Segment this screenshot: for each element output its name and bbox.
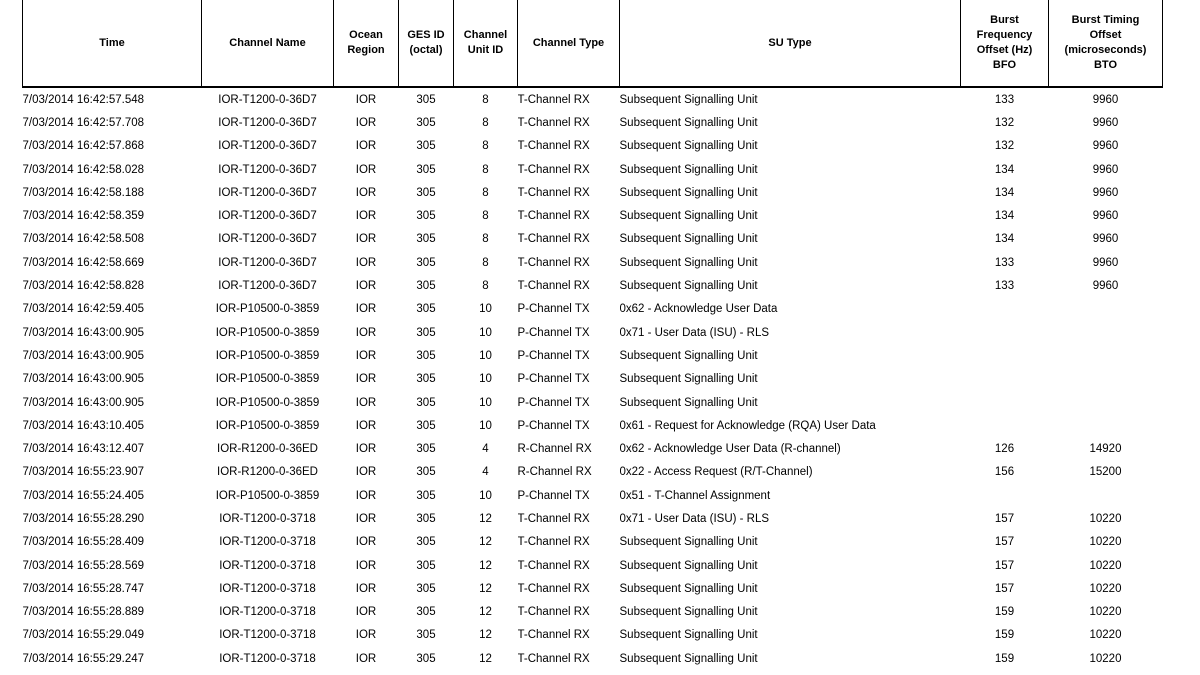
cell-ges-id: 305 bbox=[416, 489, 436, 502]
cell-ocean-region: IOR bbox=[355, 210, 377, 223]
cell-bfo bbox=[961, 344, 1049, 367]
table-row bbox=[23, 368, 1163, 391]
cell-channel-type: T-Channel RX bbox=[517, 186, 590, 199]
cell-bto: 10220 bbox=[1089, 559, 1122, 572]
cell-su-type: Subsequent Signalling Unit bbox=[619, 93, 758, 106]
cell-su-type: Subsequent Signalling Unit bbox=[619, 536, 758, 549]
table-row bbox=[23, 321, 1163, 344]
cell-ges-id: 305 bbox=[416, 93, 436, 106]
cell-channel-name: IOR-T1200-0-36D7 bbox=[218, 256, 317, 269]
cell-bfo: 134 bbox=[994, 210, 1015, 223]
header-time: Time bbox=[23, 0, 202, 87]
cell-ocean-region: IOR bbox=[355, 512, 377, 525]
cell-bfo: 132 bbox=[994, 140, 1015, 153]
cell-bfo: 159 bbox=[994, 652, 1015, 665]
cell-bto: 10220 bbox=[1089, 652, 1122, 665]
table-row bbox=[23, 554, 1163, 577]
cell-channel-type: T-Channel RX bbox=[517, 280, 590, 293]
cell-bfo bbox=[961, 321, 1049, 344]
cell-channel-unit-id: 10 bbox=[479, 489, 492, 502]
cell-channel-name: IOR-P10500-0-3859 bbox=[215, 373, 320, 386]
table-row bbox=[23, 484, 1163, 507]
cell-bfo: 133 bbox=[994, 93, 1015, 106]
table-row bbox=[23, 391, 1163, 414]
cell-bto bbox=[1049, 484, 1163, 507]
cell-channel-unit-id: 8 bbox=[482, 163, 489, 176]
table-row bbox=[23, 204, 1163, 227]
cell-ges-id: 305 bbox=[416, 629, 436, 642]
cell-ocean-region: IOR bbox=[355, 443, 377, 456]
cell-channel-name: IOR-P10500-0-3859 bbox=[215, 303, 320, 316]
cell-channel-type: R-Channel RX bbox=[517, 443, 592, 456]
cell-channel-name: IOR-T1200-0-36D7 bbox=[218, 210, 317, 223]
cell-su-type: Subsequent Signalling Unit bbox=[619, 396, 758, 409]
cell-channel-unit-id: 12 bbox=[479, 606, 492, 619]
cell-channel-name: IOR-T1200-0-36D7 bbox=[218, 186, 317, 199]
cell-time: 7/03/2014 16:55:28.747 bbox=[22, 582, 145, 595]
cell-channel-type: T-Channel RX bbox=[517, 559, 590, 572]
cell-bto bbox=[1049, 414, 1163, 437]
cell-bto: 10220 bbox=[1089, 606, 1122, 619]
cell-channel-type: T-Channel RX bbox=[517, 210, 590, 223]
cell-channel-name: IOR-T1200-0-3718 bbox=[219, 629, 316, 642]
log-sheet bbox=[22, 0, 1162, 670]
table-row bbox=[23, 111, 1163, 134]
cell-su-type: Subsequent Signalling Unit bbox=[619, 116, 758, 129]
cell-ges-id: 305 bbox=[416, 233, 436, 246]
cell-channel-type: T-Channel RX bbox=[517, 256, 590, 269]
cell-channel-type: T-Channel RX bbox=[517, 606, 590, 619]
header-channel-type: Channel Type bbox=[518, 0, 620, 87]
cell-ges-id: 305 bbox=[416, 303, 436, 316]
cell-channel-name: IOR-T1200-0-3718 bbox=[219, 536, 316, 549]
cell-channel-unit-id: 12 bbox=[479, 629, 492, 642]
cell-bto bbox=[1049, 344, 1163, 367]
table-row bbox=[23, 298, 1163, 321]
cell-channel-type: P-Channel TX bbox=[517, 326, 590, 339]
cell-channel-type: P-Channel TX bbox=[517, 419, 590, 432]
cell-channel-unit-id: 10 bbox=[479, 303, 492, 316]
cell-bto: 10220 bbox=[1089, 536, 1122, 549]
cell-ges-id: 305 bbox=[416, 186, 436, 199]
cell-ocean-region: IOR bbox=[355, 629, 377, 642]
header-ocean-region: Ocean Region bbox=[334, 0, 399, 87]
cell-time: 7/03/2014 16:43:12.407 bbox=[22, 443, 145, 456]
cell-ges-id: 305 bbox=[416, 210, 436, 223]
cell-time: 7/03/2014 16:42:57.548 bbox=[22, 93, 145, 106]
cell-su-type: 0x71 - User Data (ISU) - RLS bbox=[619, 512, 770, 525]
cell-channel-unit-id: 4 bbox=[482, 443, 489, 456]
cell-ocean-region: IOR bbox=[355, 233, 377, 246]
cell-channel-unit-id: 10 bbox=[479, 373, 492, 386]
cell-channel-type: P-Channel TX bbox=[517, 396, 590, 409]
cell-channel-unit-id: 10 bbox=[479, 349, 492, 362]
table-row bbox=[23, 647, 1163, 670]
table-row bbox=[23, 507, 1163, 530]
cell-time: 7/03/2014 16:43:00.905 bbox=[22, 326, 145, 339]
cell-channel-unit-id: 12 bbox=[479, 536, 492, 549]
cell-su-type: Subsequent Signalling Unit bbox=[619, 186, 758, 199]
table-row bbox=[23, 181, 1163, 204]
table-row bbox=[23, 251, 1163, 274]
cell-channel-unit-id: 8 bbox=[482, 210, 489, 223]
cell-su-type: Subsequent Signalling Unit bbox=[619, 210, 758, 223]
cell-su-type: Subsequent Signalling Unit bbox=[619, 652, 758, 665]
cell-channel-unit-id: 10 bbox=[479, 419, 492, 432]
cell-ocean-region: IOR bbox=[355, 163, 377, 176]
table-row bbox=[23, 87, 1163, 111]
cell-channel-type: P-Channel TX bbox=[517, 489, 590, 502]
cell-ges-id: 305 bbox=[416, 140, 436, 153]
cell-ges-id: 305 bbox=[416, 582, 436, 595]
cell-su-type: 0x71 - User Data (ISU) - RLS bbox=[619, 326, 770, 339]
cell-su-type: Subsequent Signalling Unit bbox=[619, 256, 758, 269]
header-su-type: SU Type bbox=[620, 0, 961, 87]
cell-bfo: 159 bbox=[994, 629, 1015, 642]
cell-ges-id: 305 bbox=[416, 606, 436, 619]
cell-channel-unit-id: 8 bbox=[482, 233, 489, 246]
cell-su-type: Subsequent Signalling Unit bbox=[619, 163, 758, 176]
cell-bto bbox=[1049, 321, 1163, 344]
cell-ocean-region: IOR bbox=[355, 256, 377, 269]
cell-channel-name: IOR-T1200-0-3718 bbox=[219, 512, 316, 525]
cell-time: 7/03/2014 16:42:57.868 bbox=[22, 140, 145, 153]
cell-channel-type: P-Channel TX bbox=[517, 303, 590, 316]
cell-channel-name: IOR-T1200-0-36D7 bbox=[218, 93, 317, 106]
cell-ges-id: 305 bbox=[416, 443, 436, 456]
table-row bbox=[23, 437, 1163, 460]
cell-ges-id: 305 bbox=[416, 419, 436, 432]
cell-channel-unit-id: 12 bbox=[479, 559, 492, 572]
cell-su-type: 0x51 - T-Channel Assignment bbox=[619, 489, 771, 502]
cell-channel-unit-id: 8 bbox=[482, 140, 489, 153]
cell-ocean-region: IOR bbox=[355, 93, 377, 106]
cell-ocean-region: IOR bbox=[355, 349, 377, 362]
cell-bto: 9960 bbox=[1092, 163, 1119, 176]
cell-bfo: 126 bbox=[994, 443, 1015, 456]
cell-channel-name: IOR-T1200-0-3718 bbox=[219, 606, 316, 619]
cell-ocean-region: IOR bbox=[355, 116, 377, 129]
cell-su-type: 0x61 - Request for Acknowledge (RQA) User Data bbox=[619, 419, 876, 432]
cell-channel-type: T-Channel RX bbox=[517, 512, 590, 525]
cell-channel-type: T-Channel RX bbox=[517, 629, 590, 642]
cell-channel-name: IOR-T1200-0-36D7 bbox=[218, 163, 317, 176]
signalling-log-table bbox=[22, 0, 1163, 670]
cell-bto bbox=[1049, 298, 1163, 321]
cell-channel-name: IOR-T1200-0-36D7 bbox=[218, 233, 317, 246]
cell-bfo bbox=[961, 391, 1049, 414]
cell-bto: 10220 bbox=[1089, 512, 1122, 525]
cell-channel-name: IOR-T1200-0-3718 bbox=[219, 652, 316, 665]
cell-ges-id: 305 bbox=[416, 652, 436, 665]
cell-bfo: 134 bbox=[994, 233, 1015, 246]
table-row bbox=[23, 577, 1163, 600]
cell-time: 7/03/2014 16:43:10.405 bbox=[22, 419, 145, 432]
cell-su-type: Subsequent Signalling Unit bbox=[619, 559, 758, 572]
cell-time: 7/03/2014 16:55:28.290 bbox=[22, 512, 145, 525]
cell-su-type: Subsequent Signalling Unit bbox=[619, 582, 758, 595]
cell-bfo bbox=[961, 368, 1049, 391]
table-row bbox=[23, 414, 1163, 437]
cell-ges-id: 305 bbox=[416, 559, 436, 572]
cell-channel-name: IOR-R1200-0-36ED bbox=[217, 466, 318, 479]
cell-channel-name: IOR-P10500-0-3859 bbox=[215, 326, 320, 339]
cell-ges-id: 305 bbox=[416, 396, 436, 409]
cell-ocean-region: IOR bbox=[355, 186, 377, 199]
cell-channel-type: T-Channel RX bbox=[517, 140, 590, 153]
cell-time: 7/03/2014 16:55:24.405 bbox=[22, 489, 145, 502]
cell-channel-name: IOR-T1200-0-36D7 bbox=[218, 116, 317, 129]
cell-channel-unit-id: 8 bbox=[482, 116, 489, 129]
cell-su-type: Subsequent Signalling Unit bbox=[619, 629, 758, 642]
cell-su-type: Subsequent Signalling Unit bbox=[619, 233, 758, 246]
cell-bto: 9960 bbox=[1092, 233, 1119, 246]
cell-channel-unit-id: 4 bbox=[482, 466, 489, 479]
table-row bbox=[23, 461, 1163, 484]
cell-ges-id: 305 bbox=[416, 280, 436, 293]
cell-ocean-region: IOR bbox=[355, 652, 377, 665]
table-row bbox=[23, 228, 1163, 251]
table-row bbox=[23, 601, 1163, 624]
header-channel-name: Channel Name bbox=[202, 0, 334, 87]
table-row bbox=[23, 135, 1163, 158]
header-row bbox=[23, 0, 1163, 87]
header-channel-unit-id: Channel Unit ID bbox=[454, 0, 518, 87]
cell-bto: 9960 bbox=[1092, 280, 1119, 293]
table-row bbox=[23, 344, 1163, 367]
cell-ocean-region: IOR bbox=[355, 303, 377, 316]
cell-time: 7/03/2014 16:55:28.569 bbox=[22, 559, 145, 572]
cell-channel-type: T-Channel RX bbox=[517, 536, 590, 549]
cell-ocean-region: IOR bbox=[355, 466, 377, 479]
cell-bfo: 133 bbox=[994, 256, 1015, 269]
cell-channel-name: IOR-T1200-0-36D7 bbox=[218, 280, 317, 293]
cell-ocean-region: IOR bbox=[355, 326, 377, 339]
cell-ges-id: 305 bbox=[416, 536, 436, 549]
cell-channel-type: T-Channel RX bbox=[517, 582, 590, 595]
cell-bto: 15200 bbox=[1089, 466, 1122, 479]
cell-bto: 9960 bbox=[1092, 256, 1119, 269]
cell-ges-id: 305 bbox=[416, 466, 436, 479]
cell-time: 7/03/2014 16:42:58.828 bbox=[22, 280, 145, 293]
cell-time: 7/03/2014 16:55:28.409 bbox=[22, 536, 145, 549]
cell-ocean-region: IOR bbox=[355, 606, 377, 619]
cell-time: 7/03/2014 16:42:58.508 bbox=[22, 233, 145, 246]
cell-channel-name: IOR-T1200-0-3718 bbox=[219, 559, 316, 572]
cell-bto: 9960 bbox=[1092, 116, 1119, 129]
cell-time: 7/03/2014 16:43:00.905 bbox=[22, 396, 145, 409]
cell-ocean-region: IOR bbox=[355, 396, 377, 409]
cell-bto: 9960 bbox=[1092, 210, 1119, 223]
header-ges-id: GES ID (octal) bbox=[399, 0, 454, 87]
cell-bfo: 132 bbox=[994, 116, 1015, 129]
cell-bfo: 159 bbox=[994, 606, 1015, 619]
cell-bfo: 157 bbox=[994, 536, 1015, 549]
table-row bbox=[23, 531, 1163, 554]
cell-bto bbox=[1049, 368, 1163, 391]
cell-channel-unit-id: 8 bbox=[482, 186, 489, 199]
cell-time: 7/03/2014 16:55:29.049 bbox=[22, 629, 145, 642]
cell-ocean-region: IOR bbox=[355, 489, 377, 502]
cell-ges-id: 305 bbox=[416, 512, 436, 525]
cell-channel-unit-id: 8 bbox=[482, 93, 489, 106]
cell-su-type: Subsequent Signalling Unit bbox=[619, 280, 758, 293]
cell-channel-unit-id: 8 bbox=[482, 280, 489, 293]
cell-time: 7/03/2014 16:55:28.889 bbox=[22, 606, 145, 619]
cell-channel-unit-id: 10 bbox=[479, 396, 492, 409]
cell-channel-name: IOR-P10500-0-3859 bbox=[215, 489, 320, 502]
header-bto: Burst Timing Offset (microseconds) BTO bbox=[1049, 0, 1163, 87]
cell-bto: 9960 bbox=[1092, 93, 1119, 106]
cell-bfo bbox=[961, 298, 1049, 321]
cell-time: 7/03/2014 16:42:58.188 bbox=[22, 186, 145, 199]
cell-su-type: Subsequent Signalling Unit bbox=[619, 349, 758, 362]
cell-bfo bbox=[961, 414, 1049, 437]
cell-ocean-region: IOR bbox=[355, 280, 377, 293]
cell-ges-id: 305 bbox=[416, 163, 436, 176]
cell-channel-type: T-Channel RX bbox=[517, 233, 590, 246]
cell-channel-unit-id: 12 bbox=[479, 582, 492, 595]
cell-su-type: Subsequent Signalling Unit bbox=[619, 140, 758, 153]
cell-bto: 9960 bbox=[1092, 186, 1119, 199]
cell-su-type: 0x62 - Acknowledge User Data (R-channel) bbox=[619, 443, 841, 456]
cell-su-type: 0x22 - Access Request (R/T-Channel) bbox=[619, 466, 813, 479]
cell-bfo: 156 bbox=[994, 466, 1015, 479]
cell-ges-id: 305 bbox=[416, 349, 436, 362]
cell-channel-name: IOR-R1200-0-36ED bbox=[217, 443, 318, 456]
cell-bto: 9960 bbox=[1092, 140, 1119, 153]
cell-channel-name: IOR-T1200-0-36D7 bbox=[218, 140, 317, 153]
cell-channel-unit-id: 10 bbox=[479, 326, 492, 339]
header-bfo: Burst Frequency Offset (Hz) BFO bbox=[961, 0, 1049, 87]
cell-ocean-region: IOR bbox=[355, 559, 377, 572]
cell-channel-type: T-Channel RX bbox=[517, 116, 590, 129]
cell-channel-name: IOR-P10500-0-3859 bbox=[215, 419, 320, 432]
cell-time: 7/03/2014 16:55:29.247 bbox=[22, 652, 145, 665]
table-row bbox=[23, 158, 1163, 181]
cell-bto: 14920 bbox=[1089, 443, 1122, 456]
cell-bto bbox=[1049, 391, 1163, 414]
cell-bfo: 157 bbox=[994, 559, 1015, 572]
cell-bfo bbox=[961, 484, 1049, 507]
cell-channel-type: T-Channel RX bbox=[517, 163, 590, 176]
table-row bbox=[23, 624, 1163, 647]
cell-channel-type: T-Channel RX bbox=[517, 93, 590, 106]
cell-time: 7/03/2014 16:43:00.905 bbox=[22, 373, 145, 386]
cell-time: 7/03/2014 16:43:00.905 bbox=[22, 349, 145, 362]
cell-bfo: 134 bbox=[994, 186, 1015, 199]
cell-time: 7/03/2014 16:42:58.359 bbox=[22, 210, 145, 223]
cell-time: 7/03/2014 16:42:59.405 bbox=[22, 303, 145, 316]
cell-time: 7/03/2014 16:42:57.708 bbox=[22, 116, 145, 129]
cell-channel-type: T-Channel RX bbox=[517, 652, 590, 665]
cell-channel-type: R-Channel RX bbox=[517, 466, 592, 479]
cell-ges-id: 305 bbox=[416, 326, 436, 339]
cell-ges-id: 305 bbox=[416, 256, 436, 269]
cell-channel-unit-id: 12 bbox=[479, 652, 492, 665]
cell-time: 7/03/2014 16:42:58.028 bbox=[22, 163, 145, 176]
cell-channel-name: IOR-P10500-0-3859 bbox=[215, 396, 320, 409]
cell-bfo: 157 bbox=[994, 582, 1015, 595]
cell-ocean-region: IOR bbox=[355, 582, 377, 595]
cell-bfo: 157 bbox=[994, 512, 1015, 525]
cell-ocean-region: IOR bbox=[355, 419, 377, 432]
cell-ocean-region: IOR bbox=[355, 140, 377, 153]
cell-ges-id: 305 bbox=[416, 116, 436, 129]
cell-channel-unit-id: 12 bbox=[479, 512, 492, 525]
cell-su-type: Subsequent Signalling Unit bbox=[619, 373, 758, 386]
cell-time: 7/03/2014 16:55:23.907 bbox=[22, 466, 145, 479]
table-row bbox=[23, 274, 1163, 297]
cell-bto: 10220 bbox=[1089, 629, 1122, 642]
cell-su-type: Subsequent Signalling Unit bbox=[619, 606, 758, 619]
cell-ges-id: 305 bbox=[416, 373, 436, 386]
cell-channel-unit-id: 8 bbox=[482, 256, 489, 269]
cell-channel-type: P-Channel TX bbox=[517, 349, 590, 362]
cell-time: 7/03/2014 16:42:58.669 bbox=[22, 256, 145, 269]
cell-ocean-region: IOR bbox=[355, 373, 377, 386]
cell-bfo: 133 bbox=[994, 280, 1015, 293]
cell-bfo: 134 bbox=[994, 163, 1015, 176]
cell-su-type: 0x62 - Acknowledge User Data bbox=[619, 303, 778, 316]
cell-channel-name: IOR-P10500-0-3859 bbox=[215, 349, 320, 362]
cell-channel-type: P-Channel TX bbox=[517, 373, 590, 386]
cell-bto: 10220 bbox=[1089, 582, 1122, 595]
log-body bbox=[23, 87, 1163, 670]
cell-channel-name: IOR-T1200-0-3718 bbox=[219, 582, 316, 595]
cell-ocean-region: IOR bbox=[355, 536, 377, 549]
